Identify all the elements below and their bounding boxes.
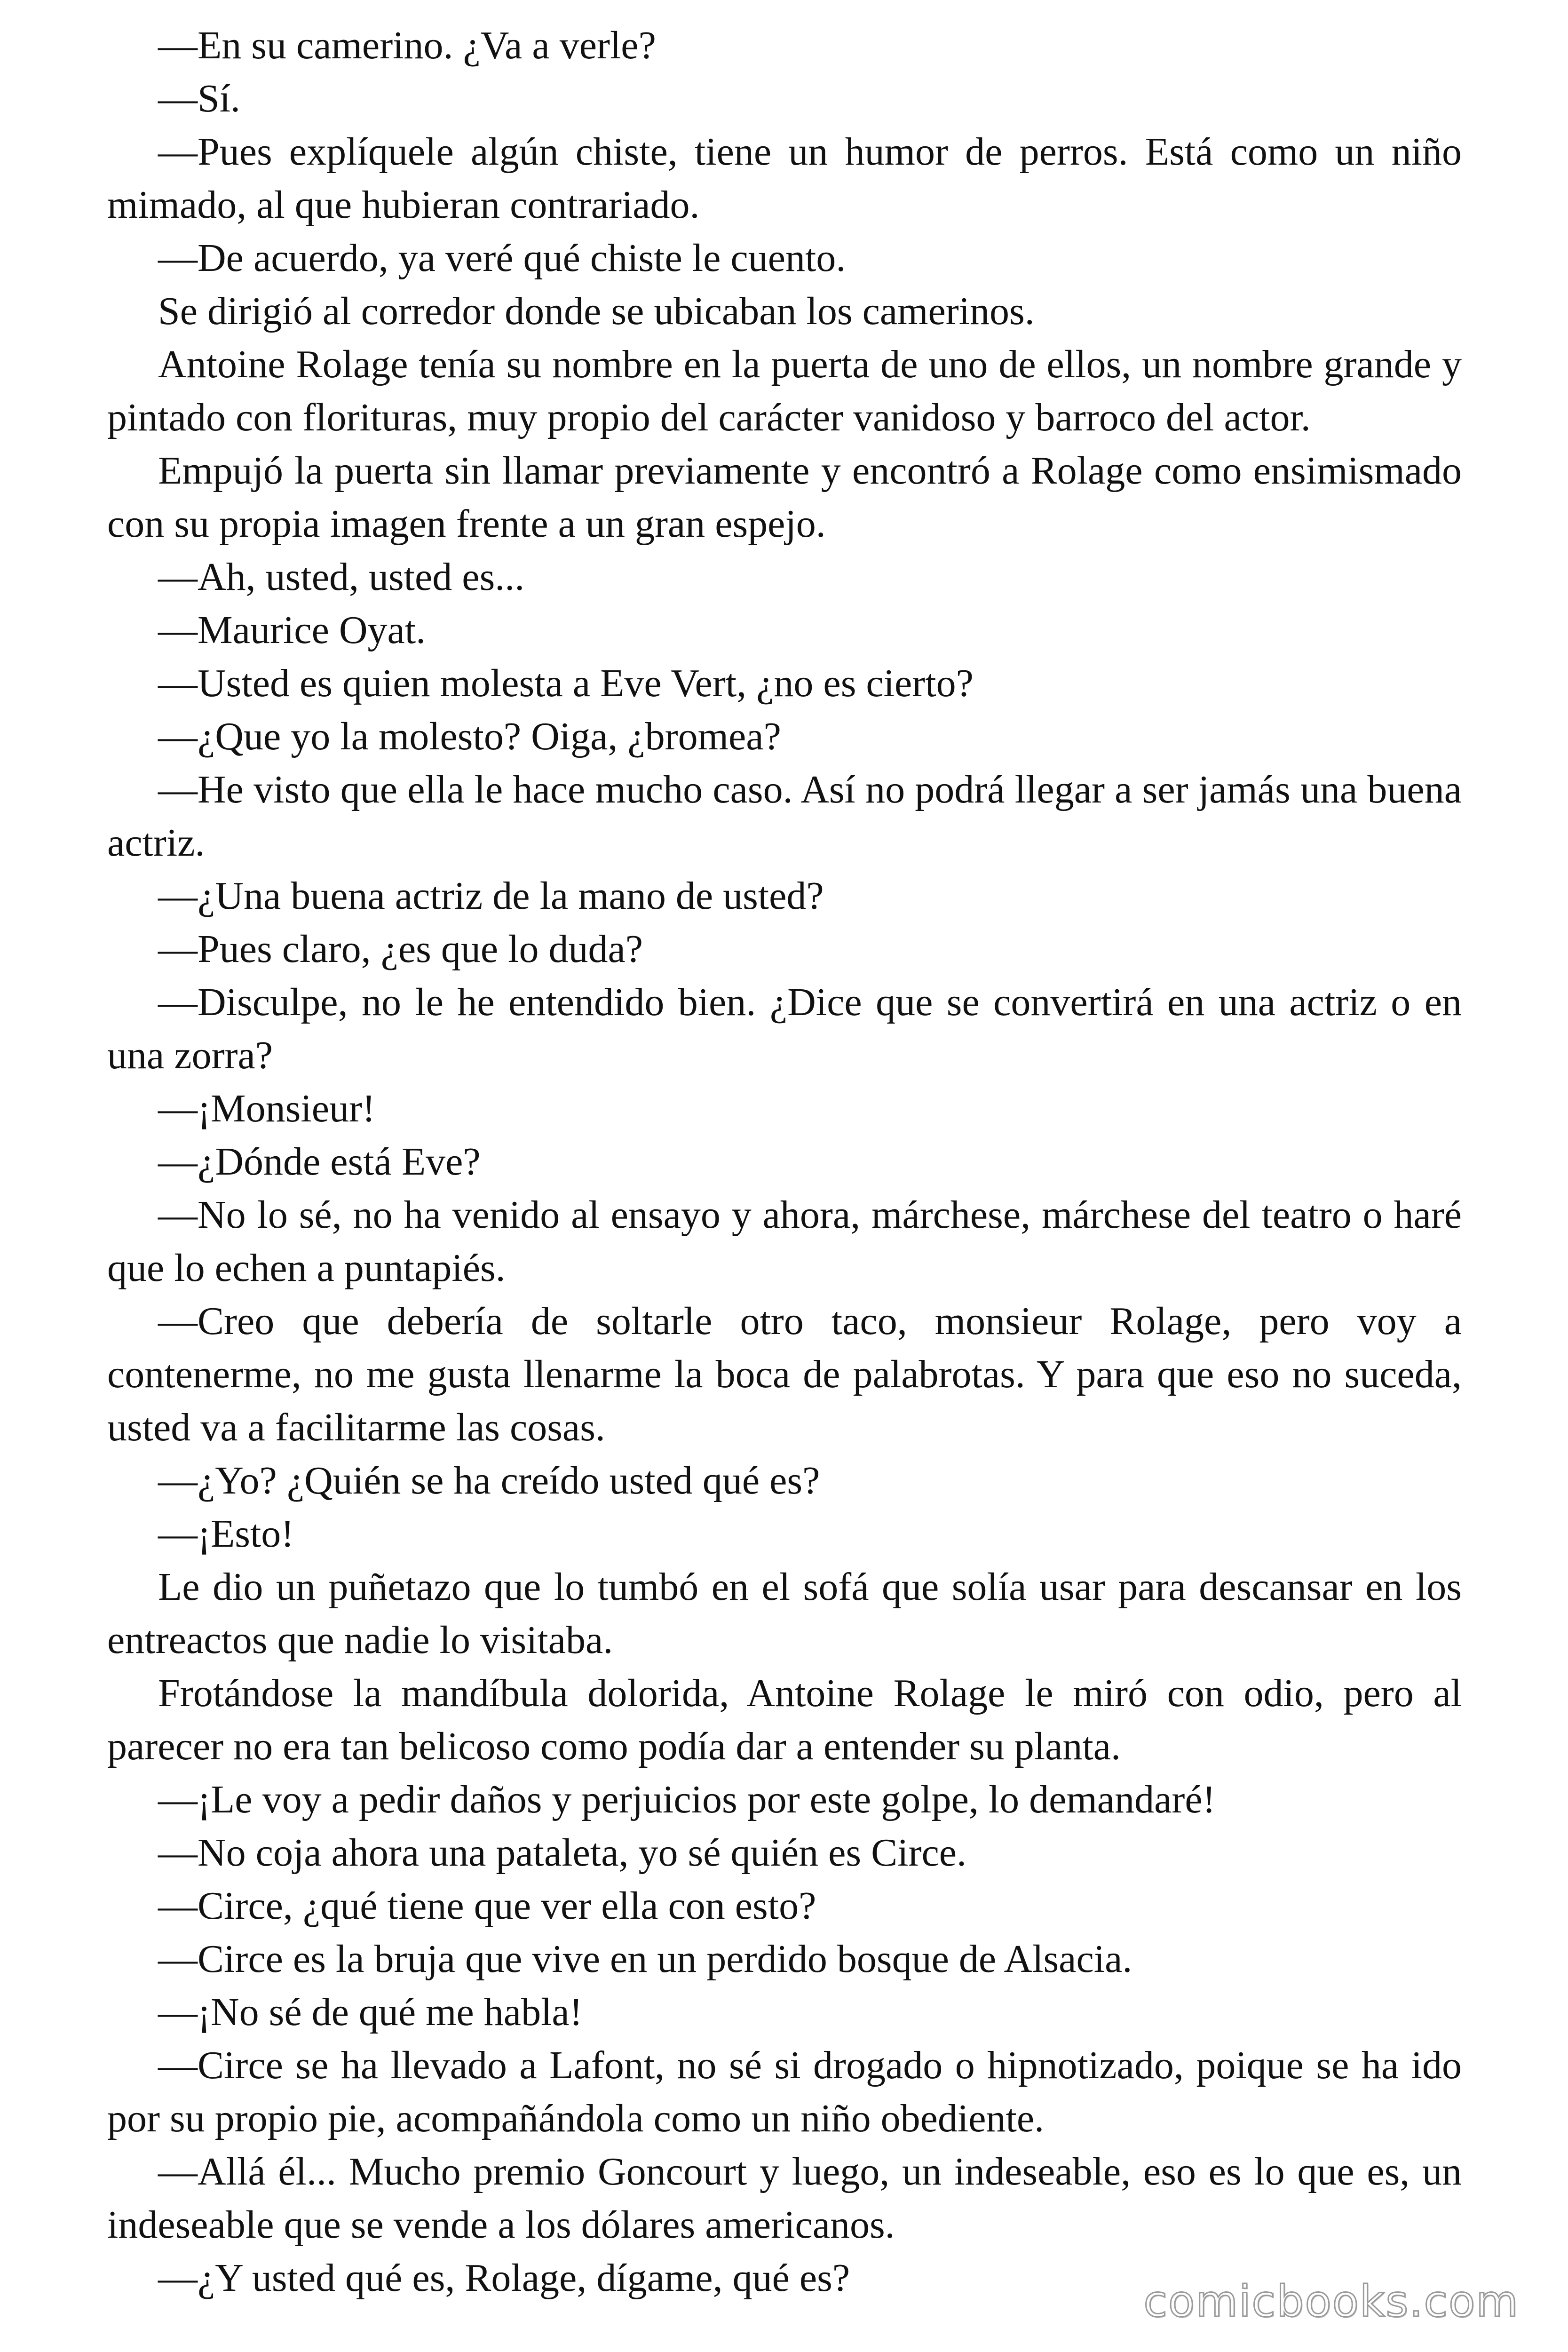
watermark-text: comicbooks.com bbox=[1143, 2276, 1519, 2327]
paragraph: —En su camerino. ¿Va a verle? bbox=[158, 24, 656, 67]
paragraph: —¡Le voy a pedir daños y perjuicios por este golpe, lo demandaré! bbox=[158, 1778, 1216, 1821]
paragraph: —Pues explíquele algún chiste, tiene un humor de perros. Está como un niño mimado, al que hubieran contrariado. bbox=[107, 130, 1462, 227]
paragraph: —¿Yo? ¿Quién se ha creído usted qué es? bbox=[158, 1459, 820, 1502]
paragraph: —Circe, ¿qué tiene que ver ella con esto? bbox=[158, 1884, 816, 1928]
paragraph: —Sí. bbox=[158, 77, 241, 120]
paragraph: —¿Que yo la molesto? Oiga, ¿bromea? bbox=[158, 715, 781, 758]
paragraph: —No coja ahora una pataleta, yo sé quién es Circe. bbox=[158, 1831, 967, 1875]
paragraph: —¿Una buena actriz de la mano de usted? bbox=[158, 874, 824, 918]
paragraph: Antoine Rolage tenía su nombre en la puerta de uno de ellos, un nombre grande y pintado con florituras, muy propio del carácter vanidoso y barroco del actor. bbox=[107, 342, 1462, 439]
paragraph: —¡No sé de qué me habla! bbox=[158, 1990, 583, 2034]
paragraph: —Circe se ha llevado a Lafont, no sé si drogado o hipnotizado, poique se ha ido por su propio pie, acompañándola como un niño obediente. bbox=[107, 2043, 1462, 2140]
paragraph: Se dirigió al corredor donde se ubicaban los camerinos. bbox=[158, 289, 1035, 333]
paragraph: —Usted es quien molesta a Eve Vert, ¿no es cierto? bbox=[158, 661, 974, 705]
paragraph: —Disculpe, no le he entendido bien. ¿Dice que se convertirá en una actriz o en una zorra? bbox=[107, 980, 1462, 1077]
paragraph: —Circe es la bruja que vive en un perdido bosque de Alsacia. bbox=[158, 1937, 1132, 1981]
page-text bbox=[107, 19, 1462, 2304]
paragraph: —Allá él... Mucho premio Goncourt y luego, un indeseable, eso es lo que es, un indeseable que se vende a los dólares americanos. bbox=[107, 2150, 1462, 2247]
paragraph: Frotándose la mandíbula dolorida, Antoine Rolage le miró con odio, pero al parecer no era tan belicoso como podía dar a entender su planta. bbox=[107, 1671, 1462, 1768]
paragraph: —Maurice Oyat. bbox=[158, 608, 426, 652]
paragraph: —Ah, usted, usted es... bbox=[158, 555, 525, 599]
paragraph: —¿Y usted qué es, Rolage, dígame, qué es? bbox=[158, 2256, 850, 2300]
paragraph: —No lo sé, no ha venido al ensayo y ahora, márchese, márchese del teatro o haré que lo echen a puntapiés. bbox=[107, 1193, 1462, 1290]
paragraph: —De acuerdo, ya veré qué chiste le cuento. bbox=[158, 236, 846, 280]
paragraph: —Pues claro, ¿es que lo duda? bbox=[158, 927, 643, 971]
paragraph: Le dio un puñetazo que lo tumbó en el sofá que solía usar para descansar en los entreactos que nadie lo visitaba. bbox=[107, 1565, 1462, 1662]
paragraph: —Creo que debería de soltarle otro taco, monsieur Rolage, pero voy a contenerme, no me gusta llenarme la boca de palabrotas. Y para que eso no suceda, usted va a facilitarme las cosas. bbox=[107, 1299, 1462, 1449]
paragraph: —¡Esto! bbox=[158, 1512, 294, 1556]
paragraph: —He visto que ella le hace mucho caso. Así no podrá llegar a ser jamás una buena actriz. bbox=[107, 768, 1462, 865]
paragraph: —¿Dónde está Eve? bbox=[158, 1140, 481, 1184]
paragraph: —¡Monsieur! bbox=[158, 1087, 375, 1130]
paragraph: Empujó la puerta sin llamar previamente y encontró a Rolage como ensimismado con su propia imagen frente a un gran espejo. bbox=[107, 449, 1462, 546]
